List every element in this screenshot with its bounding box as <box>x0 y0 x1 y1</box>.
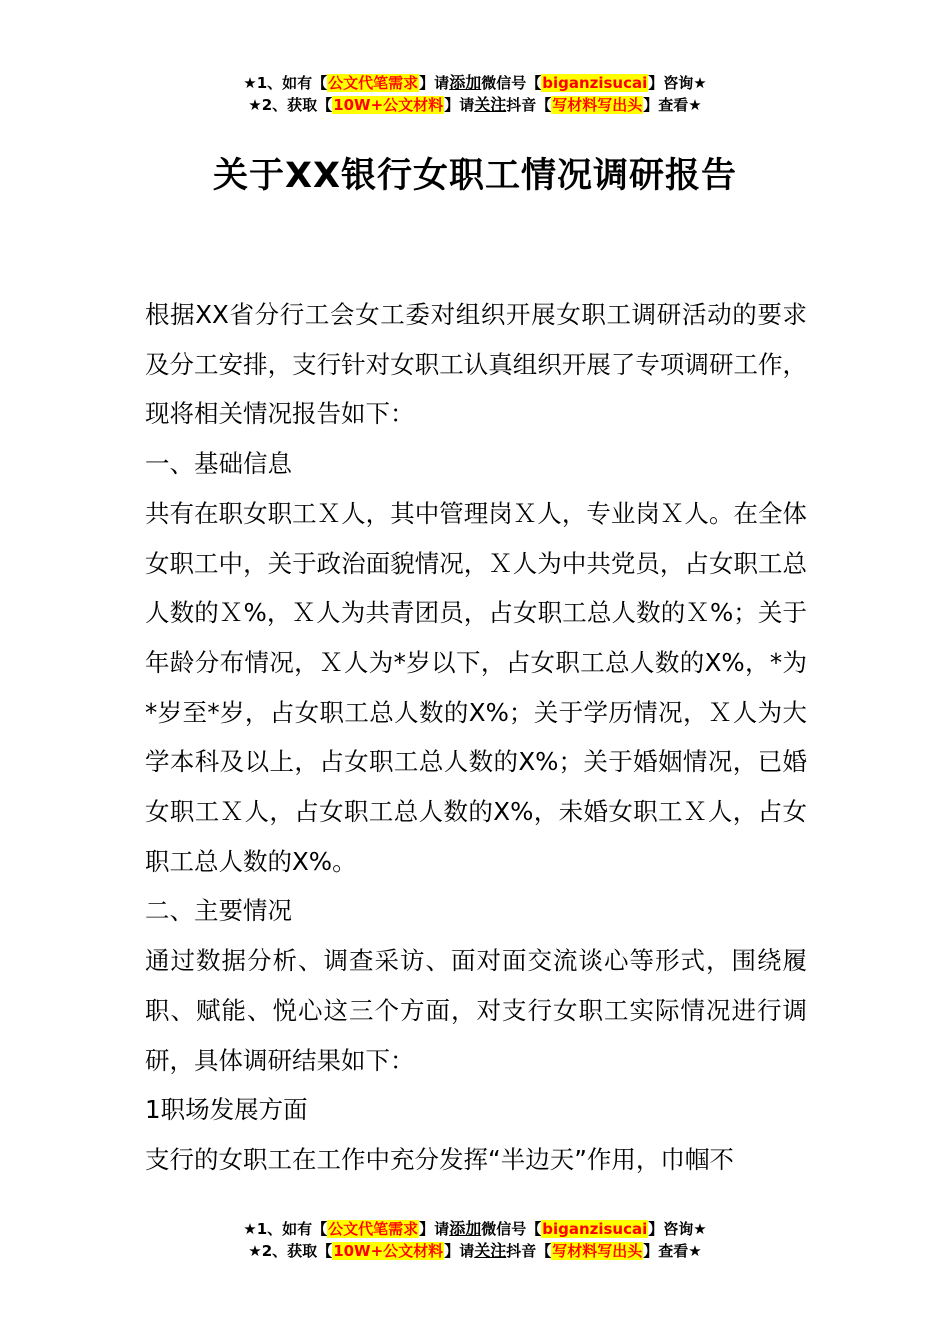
intro-paragraph: 根据XX省分行工会女工委对组织开展女职工调研活动的要求及分工安排，支行针对女职工认真组织开展了专项调研工作，现将相关情况报告如下： <box>145 300 807 429</box>
section-heading-basic-info: 一、基础信息 <box>145 449 292 479</box>
highlight-ghostwriting: 公文代笔需求 <box>328 1220 419 1238</box>
highlight-douyin-account: 写材料写出头 <box>552 96 643 114</box>
main-situation-paragraph: 通过数据分析、调查采访、面对面交流谈心等形式，围绕履职、赋能、悦心这三个方面，对支行女职工实际情况进行调研，具体调研结果如下： <box>145 946 807 1075</box>
subheading-career-development: 1职场发展方面 <box>145 1095 308 1125</box>
highlight-wechat-id: biganzisucai <box>542 74 648 92</box>
header-banner <box>0 72 950 116</box>
document-title: 关于XX银行女职工情况调研报告 <box>213 156 737 196</box>
highlight-douyin-account: 写材料写出头 <box>552 1242 643 1260</box>
header-line-2: ★2、获取【10W+公文材料】请关注抖音【写材料写出头】查看★ <box>248 95 702 114</box>
underlined-add: 添加 <box>449 73 482 92</box>
footer-line-2: ★2、获取【10W+公文材料】请关注抖音【写材料写出头】查看★ <box>248 1241 702 1260</box>
header-line-1: ★1、如有【公文代笔需求】请添加微信号【biganzisucai】咨询★ <box>243 73 707 92</box>
footer-line-1: ★1、如有【公文代笔需求】请添加微信号【biganzisucai】咨询★ <box>243 1219 707 1238</box>
document-body <box>145 290 807 1185</box>
highlight-wechat-id: biganzisucai <box>542 1220 648 1238</box>
underlined-follow: 关注 <box>474 95 507 114</box>
highlight-materials: 10W+公文材料 <box>333 96 444 114</box>
underlined-follow: 关注 <box>474 1241 507 1260</box>
footer-banner <box>0 1218 950 1262</box>
highlight-ghostwriting: 公文代笔需求 <box>328 74 419 92</box>
career-development-paragraph: 支行的女职工在工作中充分发挥“半边天”作用，巾帼不 <box>145 1144 734 1174</box>
highlight-materials: 10W+公文材料 <box>333 1242 444 1260</box>
section-heading-main-situation: 二、主要情况 <box>145 896 292 926</box>
underlined-add: 添加 <box>449 1219 482 1238</box>
basic-info-paragraph: 共有在职女职工Ｘ人，其中管理岗Ｘ人，专业岗Ｘ人。在全体女职工中，关于政治面貌情况，Ｘ人为中共党员，占女职工总人数的Ｘ%，Ｘ人为共青团员，占女职工总人数的Ｘ%；关于年龄分布情况，Ｘ人为*岁以下，占女职工总人数的X%，*为*岁至*岁，占女职工总人数的X%；关于学历情况，Ｘ人为大学本科及以上，占女职工总人数的X%；关于婚姻情况，已婚女职工Ｘ人，占女职工总人数的X%，未婚女职工Ｘ人，占女职工总人数的X%。 <box>145 498 807 876</box>
